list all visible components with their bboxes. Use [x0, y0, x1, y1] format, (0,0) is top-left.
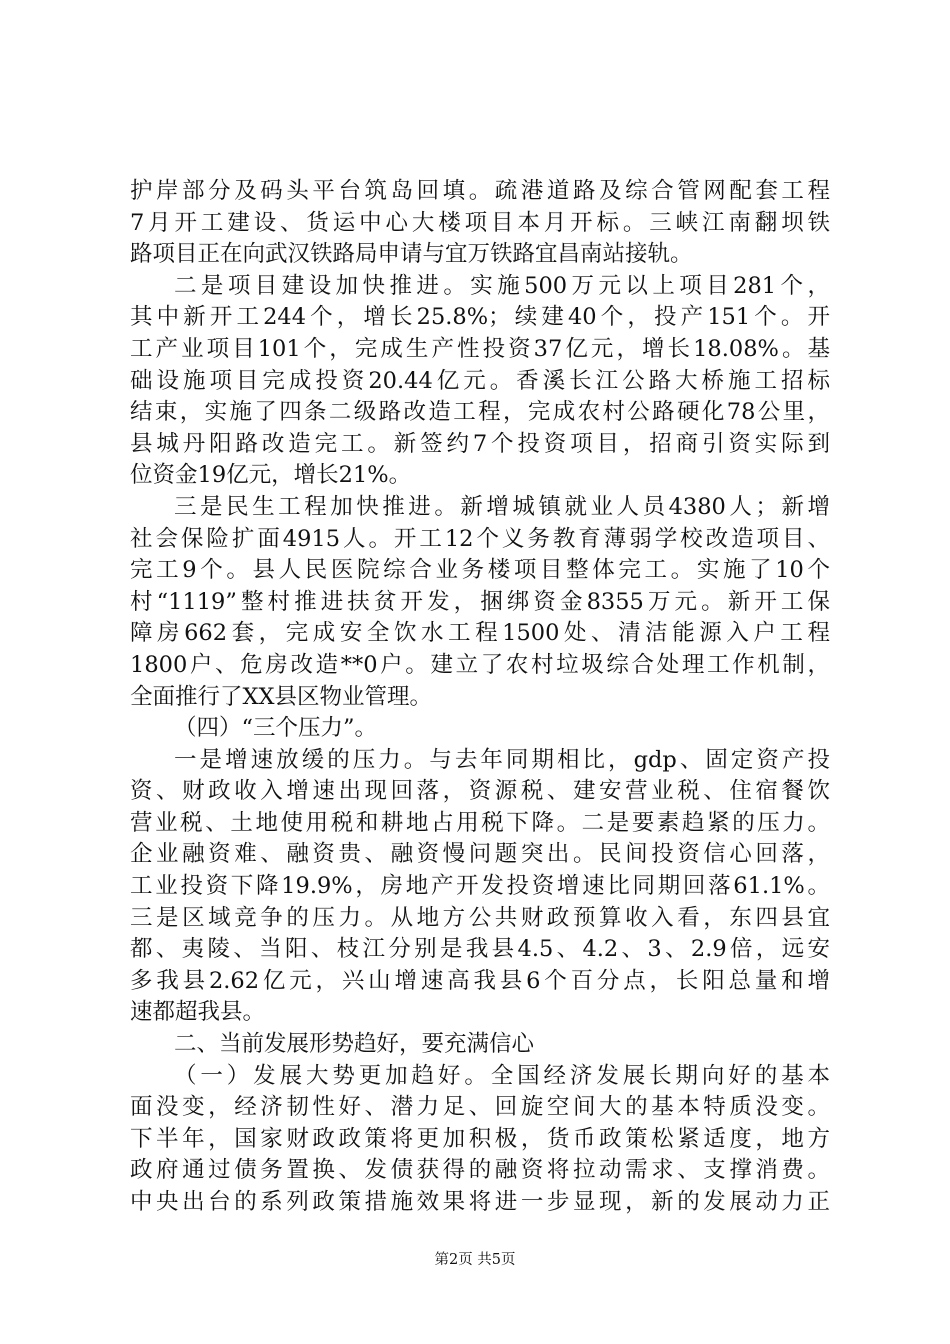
text-line: 工产业项目101个，完成生产性投资37亿元，增长18.08%。基	[130, 335, 830, 362]
text-line: 三是民生工程加快推进。新增城镇就业人员4380人；新增	[174, 493, 830, 520]
text-line: 村“1119”整村推进扶贫开发，捆绑资金8355万元。新开工保	[130, 588, 830, 615]
text-line: 护岸部分及码头平台筑岛回填。疏港道路及综合管网配套工程	[130, 178, 830, 204]
text-line: 县城丹阳路改造完工。新签约7个投资项目，招商引资实际到	[130, 430, 830, 457]
text-line: 二是项目建设加快推进。实施500万元以上项目281个，	[174, 272, 830, 299]
text-line: 工业投资下降19.9%，房地产开发投资增速比同期回落61.1%。	[130, 873, 830, 900]
text-line: 位资金19亿元，增长21%。	[130, 462, 412, 489]
text-line: 路项目正在向武汉铁路局申请与宜万铁路宜昌南站接轨。	[130, 241, 693, 268]
text-line: 下半年，国家财政政策将更加积极，货币政策松紧适度，地方	[130, 1125, 830, 1152]
text-line: 结束，实施了四条二级路改造工程，完成农村公路硬化78公里，	[130, 399, 830, 426]
text-line: 7月开工建设、货运中心大楼项目本月开标。三峡江南翻坝铁	[130, 209, 830, 236]
text-line: 障房662套，完成安全饮水工程1500处、清洁能源入户工程	[130, 620, 830, 647]
text-line: 一是增速放缓的压力。与去年同期相比，gdp、固定资产投	[174, 746, 830, 773]
text-line: 全面推行了XX县区物业管理。	[130, 683, 433, 710]
page-footer	[0, 1250, 950, 1270]
page-number-label: 第2页 共5页	[434, 1252, 516, 1268]
text-line: 多我县2.62亿元，兴山增速高我县6个百分点，长阳总量和增	[130, 967, 830, 994]
text-line: 中央出台的系列政策措施效果将进一步显现，新的发展动力正	[130, 1189, 830, 1215]
text-line: （一）发展大势更加趋好。全国经济发展长期向好的基本	[174, 1062, 830, 1089]
text-line: 二、当前发展形势趋好，要充满信心	[174, 1031, 535, 1058]
text-line: 1800户、危房改造**0户。建立了农村垃圾综合处理工作机制，	[130, 651, 830, 678]
text-line: （四）“三个压力”。	[174, 715, 378, 742]
text-line: 完工9个。县人民医院综合业务楼项目整体完工。实施了10个	[130, 557, 830, 584]
text-line: 营业税、土地使用税和耕地占用税下降。二是要素趋紧的压力。	[130, 809, 830, 836]
text-line: 速都超我县。	[130, 999, 266, 1026]
text-line: 社会保险扩面4915人。开工12个义务教育薄弱学校改造项目、	[130, 525, 830, 552]
text-line: 其中新开工244个，增长25.8%；续建40个，投产151个。开	[130, 304, 830, 331]
text-line: 政府通过债务置换、发债获得的融资将拉动需求、支撑消费。	[130, 1157, 830, 1184]
text-line: 础设施项目完成投资20.44亿元。香溪长江公路大桥施工招标	[130, 367, 830, 394]
text-line: 资、财政收入增速出现回落，资源税、建安营业税、住宿餐饮	[130, 778, 830, 805]
text-line: 面没变，经济韧性好、潜力足、回旋空间大的基本特质没变。	[130, 1094, 830, 1121]
text-line: 企业融资难、融资贵、融资慢问题突出。民间投资信心回落，	[130, 841, 830, 868]
document-body	[130, 176, 830, 1219]
text-line: 都、夷陵、当阳、枝江分别是我县4.5、4.2、3、2.9倍，远安	[130, 936, 830, 963]
text-line: 三是区域竞争的压力。从地方公共财政预算收入看，东四县宜	[130, 904, 830, 931]
